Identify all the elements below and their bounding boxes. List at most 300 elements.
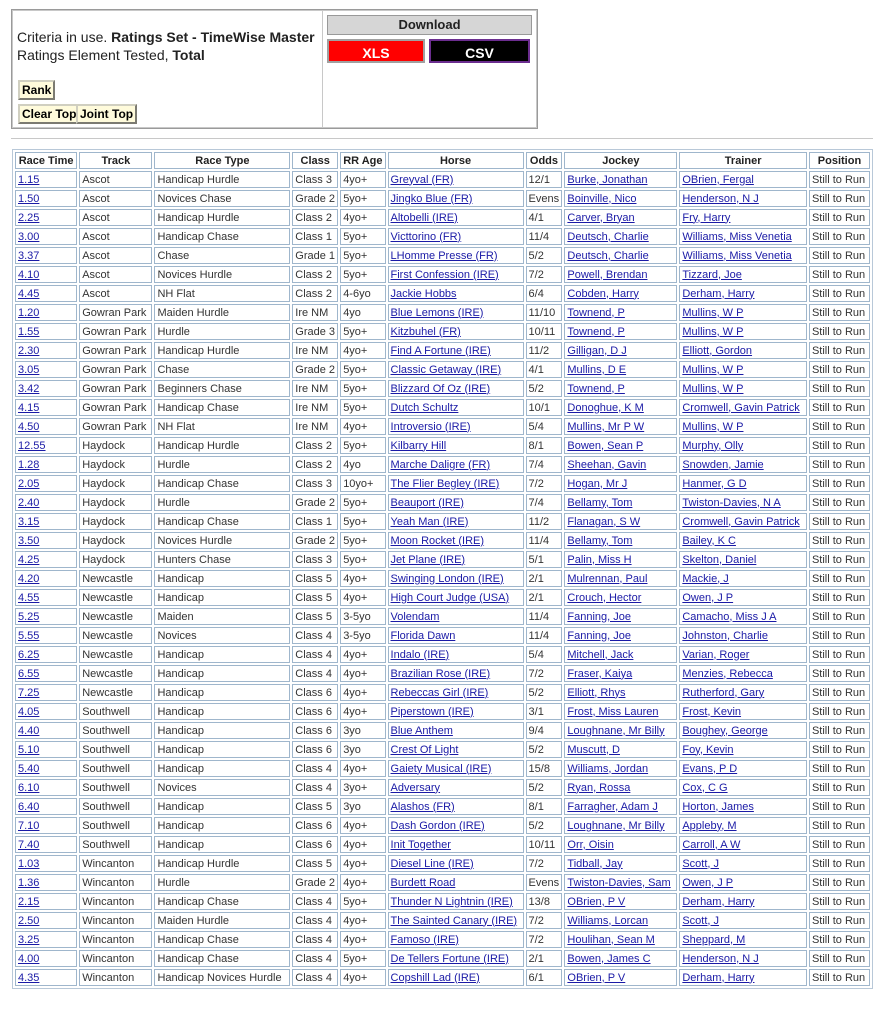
table-cell (388, 684, 524, 701)
class-cell: Ire NM (292, 380, 338, 397)
table-cell (679, 627, 807, 644)
table-row (15, 836, 870, 853)
horse-link[interactable]: Moon Rocket (IRE) (390, 534, 485, 547)
rr-age-cell: 5yo+ (340, 532, 385, 549)
race-type-cell: Beginners Chase (154, 380, 290, 397)
race-time-link[interactable]: 2.40 (18, 496, 40, 509)
horse-link[interactable]: Jet Plane (IRE) (390, 553, 466, 566)
header-race-type[interactable]: Race Type (154, 152, 290, 169)
horse-link[interactable]: Victtorino (FR) (390, 230, 462, 243)
table-cell (15, 855, 77, 872)
jockey-link[interactable]: Sheehan, Gavin (567, 458, 647, 471)
horse-link[interactable]: Burdett Road (390, 876, 456, 889)
table-cell (564, 285, 677, 302)
jockey-link[interactable]: OBrien, P V (567, 895, 626, 908)
jockey-link[interactable]: Fanning, Joe (567, 629, 631, 642)
table-cell (15, 437, 77, 454)
horse-link[interactable]: Swinging London (IRE) (390, 572, 504, 585)
position-cell: Still to Run (809, 741, 870, 758)
race-time-link[interactable]: 4.35 (18, 971, 40, 984)
ratings-element-line (17, 47, 205, 63)
table-cell (679, 399, 807, 416)
race-time-link[interactable]: 2.50 (18, 914, 40, 927)
jockey-link[interactable]: Bellamy, Tom (567, 496, 633, 509)
jockey-link[interactable]: Loughnane, Mr Billy (567, 819, 665, 832)
odds-cell: 11/4 (526, 608, 563, 625)
jockey-link[interactable]: Muscutt, D (567, 743, 620, 756)
download-panel (322, 10, 537, 128)
race-type-cell: Handicap Novices Hurdle (154, 969, 290, 986)
race-time-link[interactable]: 4.05 (18, 705, 40, 718)
rr-age-cell: 4yo+ (340, 684, 385, 701)
race-type-cell: Hurdle (154, 494, 290, 511)
race-time-link[interactable]: 7.40 (18, 838, 40, 851)
table-cell (564, 817, 677, 834)
position-cell: Still to Run (809, 228, 870, 245)
position-cell: Still to Run (809, 190, 870, 207)
table-cell (564, 722, 677, 739)
race-time-link[interactable]: 4.10 (18, 268, 40, 281)
horse-link[interactable]: Crest Of Light (390, 743, 459, 756)
jockey-link[interactable]: Carver, Bryan (567, 211, 635, 224)
race-time-link[interactable]: 1.20 (18, 306, 40, 319)
table-cell (388, 380, 524, 397)
jockey-link[interactable]: Deutsch, Charlie (567, 249, 649, 262)
class-cell: Class 4 (292, 665, 338, 682)
jockey-link[interactable]: Bowen, Sean P (567, 439, 644, 452)
jockey-link[interactable]: Elliott, Rhys (567, 686, 626, 699)
trainer-link[interactable]: Owen, J P (682, 876, 734, 889)
table-cell (679, 722, 807, 739)
criteria-panel (12, 10, 323, 128)
race-time-link[interactable]: 12.55 (18, 439, 46, 452)
jockey-link[interactable]: Cobden, Harry (567, 287, 639, 300)
race-type-cell: Handicap (154, 760, 290, 777)
race-type-cell: Handicap Chase (154, 893, 290, 910)
race-type-cell: Novices Hurdle (154, 266, 290, 283)
header-trainer[interactable]: Trainer (679, 152, 807, 169)
table-row (15, 513, 870, 530)
rr-age-cell: 4yo+ (340, 912, 385, 929)
race-time-link[interactable]: 5.10 (18, 743, 40, 756)
horse-link[interactable]: Rebeccas Girl (IRE) (390, 686, 489, 699)
odds-cell: 9/4 (526, 722, 563, 739)
class-cell: Class 6 (292, 836, 338, 853)
trainer-link[interactable]: Henderson, N J (682, 952, 759, 965)
track-cell: Wincanton (79, 912, 152, 929)
trainer-link[interactable]: Menzies, Rebecca (682, 667, 773, 680)
trainer-link[interactable]: Snowden, Jamie (682, 458, 764, 471)
header-position[interactable]: Position (809, 152, 870, 169)
horse-link[interactable]: Dash Gordon (IRE) (390, 819, 485, 832)
jockey-link[interactable]: Townend, P (567, 325, 625, 338)
table-cell (564, 171, 677, 188)
table-cell (388, 304, 524, 321)
table-row (15, 418, 870, 435)
horse-link[interactable]: First Confession (IRE) (390, 268, 499, 281)
race-time-link[interactable]: 4.50 (18, 420, 40, 433)
jockey-link[interactable]: Houlihan, Sean M (567, 933, 655, 946)
table-cell (388, 912, 524, 929)
jockey-link[interactable]: Mitchell, Jack (567, 648, 634, 661)
race-time-link[interactable]: 1.36 (18, 876, 40, 889)
table-cell (388, 627, 524, 644)
horse-link[interactable]: Kilbarry Hill (390, 439, 447, 452)
horse-link[interactable]: Florida Dawn (390, 629, 456, 642)
table-cell (679, 323, 807, 340)
race-time-link[interactable]: 3.00 (18, 230, 40, 243)
horse-link[interactable]: Volendam (390, 610, 440, 623)
table-cell (679, 874, 807, 891)
table-cell (15, 893, 77, 910)
rr-age-cell: 3-5yo (340, 608, 385, 625)
jockey-link[interactable]: Fraser, Kaiya (567, 667, 633, 680)
race-time-link[interactable]: 4.40 (18, 724, 40, 737)
trainer-link[interactable]: Mullins, W P (682, 363, 744, 376)
horse-link[interactable]: The Sainted Canary (IRE) (390, 914, 518, 927)
position-cell: Still to Run (809, 665, 870, 682)
header-race-time[interactable]: Race Time (15, 152, 77, 169)
table-cell (388, 228, 524, 245)
jockey-link[interactable]: Bowen, James C (567, 952, 651, 965)
horse-link[interactable]: High Court Judge (USA) (390, 591, 510, 604)
jockey-link[interactable]: Burke, Jonathan (567, 173, 648, 186)
horse-link[interactable]: Blue Lemons (IRE) (390, 306, 484, 319)
position-cell: Still to Run (809, 912, 870, 929)
horse-link[interactable]: Diesel Line (IRE) (390, 857, 474, 870)
race-time-link[interactable]: 4.45 (18, 287, 40, 300)
trainer-link[interactable]: Elliott, Gordon (682, 344, 753, 357)
race-time-link[interactable]: 3.05 (18, 363, 40, 376)
trainer-link[interactable]: Rutherford, Gary (682, 686, 765, 699)
table-cell (388, 418, 524, 435)
trainer-link[interactable]: Bailey, K C (682, 534, 736, 547)
race-time-link[interactable]: 7.25 (18, 686, 40, 699)
horse-link[interactable]: Classic Getaway (IRE) (390, 363, 502, 376)
table-cell (15, 171, 77, 188)
download-xls-button[interactable]: XLS (327, 39, 425, 63)
race-time-link[interactable]: 6.10 (18, 781, 40, 794)
divider (11, 138, 873, 139)
horse-link[interactable]: Init Together (390, 838, 451, 851)
position-cell: Still to Run (809, 817, 870, 834)
table-row (15, 532, 870, 549)
table-cell (564, 798, 677, 815)
race-time-link[interactable]: 6.40 (18, 800, 40, 813)
rr-age-cell: 4yo+ (340, 874, 385, 891)
trainer-link[interactable]: Derham, Harry (682, 287, 755, 300)
class-cell: Class 4 (292, 912, 338, 929)
trainer-link[interactable]: Camacho, Miss J A (682, 610, 777, 623)
horse-link[interactable]: Marche Daligre (FR) (390, 458, 491, 471)
trainer-link[interactable]: Williams, Miss Venetia (682, 249, 792, 262)
race-time-link[interactable]: 2.05 (18, 477, 40, 490)
horse-link[interactable]: Blue Anthem (390, 724, 453, 737)
trainer-link[interactable]: OBrien, Fergal (682, 173, 754, 186)
trainer-link[interactable]: Cox, C G (682, 781, 728, 794)
odds-cell: 3/1 (526, 703, 563, 720)
header-track[interactable]: Track (79, 152, 152, 169)
odds-cell: 11/4 (526, 532, 563, 549)
rank-button[interactable]: Rank (18, 80, 55, 100)
jockey-link[interactable]: Tidball, Jay (567, 857, 623, 870)
jockey-link[interactable]: Powell, Brendan (567, 268, 648, 281)
horse-link[interactable]: De Tellers Fortune (IRE) (390, 952, 509, 965)
jockey-link[interactable]: Gilligan, D J (567, 344, 627, 357)
track-cell: Newcastle (79, 570, 152, 587)
race-time-link[interactable]: 1.28 (18, 458, 40, 471)
race-time-link[interactable]: 4.55 (18, 591, 40, 604)
trainer-link[interactable]: Sheppard, M (682, 933, 746, 946)
trainer-link[interactable]: Derham, Harry (682, 971, 755, 984)
joint-top-button[interactable]: Joint Top (76, 104, 137, 124)
jockey-link[interactable]: Boinville, Nico (567, 192, 637, 205)
table-cell (564, 969, 677, 986)
race-time-link[interactable]: 3.25 (18, 933, 40, 946)
trainer-link[interactable]: Skelton, Daniel (682, 553, 757, 566)
table-cell (388, 608, 524, 625)
jockey-link[interactable]: OBrien, P V (567, 971, 626, 984)
trainer-link[interactable]: Mullins, W P (682, 325, 744, 338)
track-cell: Gowran Park (79, 380, 152, 397)
track-cell: Haydock (79, 456, 152, 473)
horse-link[interactable]: Introversio (IRE) (390, 420, 471, 433)
horse-link[interactable]: Altobelli (IRE) (390, 211, 458, 224)
race-time-link[interactable]: 1.55 (18, 325, 40, 338)
table-cell (679, 779, 807, 796)
race-type-cell: Maiden (154, 608, 290, 625)
trainer-link[interactable]: Williams, Miss Venetia (682, 230, 792, 243)
horse-link[interactable]: Brazilian Rose (IRE) (390, 667, 491, 680)
download-csv-button[interactable]: CSV (429, 39, 530, 63)
race-time-link[interactable]: 6.55 (18, 667, 40, 680)
trainer-link[interactable]: Tizzard, Joe (682, 268, 742, 281)
race-time-link[interactable]: 1.03 (18, 857, 40, 870)
trainer-link[interactable]: Horton, James (682, 800, 754, 813)
trainer-link[interactable]: Mullins, W P (682, 420, 744, 433)
race-time-link[interactable]: 3.15 (18, 515, 40, 528)
class-cell: Class 1 (292, 228, 338, 245)
header-rr-age[interactable]: RR Age (340, 152, 385, 169)
trainer-link[interactable]: Varian, Roger (682, 648, 750, 661)
jockey-link[interactable]: Frost, Miss Lauren (567, 705, 659, 718)
race-time-link[interactable]: 2.30 (18, 344, 40, 357)
trainer-link[interactable]: Owen, J P (682, 591, 734, 604)
trainer-link[interactable]: Murphy, Olly (682, 439, 744, 452)
horse-link[interactable]: Find A Fortune (IRE) (390, 344, 491, 357)
track-cell: Newcastle (79, 608, 152, 625)
trainer-link[interactable]: Mullins, W P (682, 306, 744, 319)
track-cell: Ascot (79, 266, 152, 283)
rr-age-cell: 5yo+ (340, 950, 385, 967)
jockey-link[interactable]: Mullins, D E (567, 363, 627, 376)
horse-link[interactable]: Copshill Lad (IRE) (390, 971, 480, 984)
jockey-link[interactable]: Donoghue, K M (567, 401, 644, 414)
race-time-link[interactable]: 3.37 (18, 249, 40, 262)
table-row (15, 627, 870, 644)
table-cell (679, 684, 807, 701)
trainer-link[interactable]: Appleby, M (682, 819, 737, 832)
header-class[interactable]: Class (292, 152, 338, 169)
rr-age-cell: 4yo+ (340, 646, 385, 663)
horse-link[interactable]: Jingko Blue (FR) (390, 192, 473, 205)
race-time-link[interactable]: 4.00 (18, 952, 40, 965)
horse-link[interactable]: Gaiety Musical (IRE) (390, 762, 492, 775)
jockey-link[interactable]: Farragher, Adam J (567, 800, 658, 813)
table-cell (15, 741, 77, 758)
jockey-link[interactable]: Hogan, Mr J (567, 477, 628, 490)
rr-age-cell: 5yo+ (340, 323, 385, 340)
race-time-link[interactable]: 2.25 (18, 211, 40, 224)
trainer-link[interactable]: Hanmer, G D (682, 477, 747, 490)
jockey-link[interactable]: Orr, Oisin (567, 838, 614, 851)
table-cell (564, 570, 677, 587)
horse-link[interactable]: Greyval (FR) (390, 173, 454, 186)
race-time-link[interactable]: 4.15 (18, 401, 40, 414)
trainer-link[interactable]: Cromwell, Gavin Patrick (682, 401, 800, 414)
table-cell (564, 551, 677, 568)
trainer-link[interactable]: Derham, Harry (682, 895, 755, 908)
table-row (15, 456, 870, 473)
header-jockey[interactable]: Jockey (564, 152, 677, 169)
race-time-link[interactable]: 1.50 (18, 192, 40, 205)
race-time-link[interactable]: 4.25 (18, 553, 40, 566)
rr-age-cell: 4yo+ (340, 570, 385, 587)
race-time-link[interactable]: 1.15 (18, 173, 40, 186)
header-horse[interactable]: Horse (388, 152, 524, 169)
jockey-link[interactable]: Twiston-Davies, Sam (567, 876, 671, 889)
class-cell: Class 4 (292, 893, 338, 910)
table-cell (388, 323, 524, 340)
horse-link[interactable]: LHomme Presse (FR) (390, 249, 498, 262)
race-type-cell: Handicap (154, 741, 290, 758)
class-cell: Class 5 (292, 798, 338, 815)
trainer-link[interactable]: Cromwell, Gavin Patrick (682, 515, 800, 528)
class-cell: Grade 2 (292, 361, 338, 378)
trainer-link[interactable]: Evans, P D (682, 762, 738, 775)
race-time-link[interactable]: 5.40 (18, 762, 40, 775)
horse-link[interactable]: Famoso (IRE) (390, 933, 459, 946)
table-cell (564, 209, 677, 226)
table-cell (388, 475, 524, 492)
race-time-link[interactable]: 5.25 (18, 610, 40, 623)
horse-link[interactable]: Thunder N Lightnin (IRE) (390, 895, 513, 908)
jockey-link[interactable]: Bellamy, Tom (567, 534, 633, 547)
odds-cell: 11/2 (526, 513, 563, 530)
trainer-link[interactable]: Frost, Kevin (682, 705, 742, 718)
table-row (15, 171, 870, 188)
table-cell (564, 323, 677, 340)
trainer-link[interactable]: Mullins, W P (682, 382, 744, 395)
race-type-cell: Maiden Hurdle (154, 912, 290, 929)
table-cell (564, 456, 677, 473)
jockey-link[interactable]: Ryan, Rossa (567, 781, 631, 794)
table-cell (15, 684, 77, 701)
track-cell: Wincanton (79, 893, 152, 910)
horse-link[interactable]: Piperstown (IRE) (390, 705, 474, 718)
horse-link[interactable]: Jackie Hobbs (390, 287, 457, 300)
race-time-link[interactable]: 2.15 (18, 895, 40, 908)
jockey-link[interactable]: Mullins, Mr P W (567, 420, 645, 433)
trainer-link[interactable]: Scott, J (682, 914, 720, 927)
race-time-link[interactable]: 7.10 (18, 819, 40, 832)
table-cell (15, 608, 77, 625)
track-cell: Ascot (79, 228, 152, 245)
jockey-link[interactable]: Fanning, Joe (567, 610, 631, 623)
horse-link[interactable]: Dutch Schultz (390, 401, 459, 414)
jockey-link[interactable]: Crouch, Hector (567, 591, 642, 604)
table-row (15, 969, 870, 986)
position-cell: Still to Run (809, 494, 870, 511)
trainer-link[interactable]: Twiston-Davies, N A (682, 496, 781, 509)
table-row (15, 741, 870, 758)
horse-link[interactable]: Adversary (390, 781, 441, 794)
race-time-link[interactable]: 4.20 (18, 572, 40, 585)
jockey-link[interactable]: Townend, P (567, 382, 625, 395)
table-cell (564, 589, 677, 606)
horse-link[interactable]: Indalo (IRE) (390, 648, 450, 661)
jockey-link[interactable]: Williams, Jordan (567, 762, 649, 775)
horse-link[interactable]: Beauport (IRE) (390, 496, 464, 509)
jockey-link[interactable]: Williams, Lorcan (567, 914, 649, 927)
horse-link[interactable]: Kitzbuhel (FR) (390, 325, 461, 338)
horse-link[interactable]: Yeah Man (IRE) (390, 515, 469, 528)
clear-top-button[interactable]: Clear Top (18, 104, 80, 124)
table-cell (679, 912, 807, 929)
jockey-link[interactable]: Palin, Miss H (567, 553, 632, 566)
jockey-link[interactable]: Townend, P (567, 306, 625, 319)
table-cell (388, 171, 524, 188)
horse-link[interactable]: The Flier Begley (IRE) (390, 477, 500, 490)
table-row (15, 646, 870, 663)
horse-link[interactable]: Blizzard Of Oz (IRE) (390, 382, 491, 395)
trainer-link[interactable]: Carroll, A W (682, 838, 741, 851)
trainer-link[interactable]: Henderson, N J (682, 192, 759, 205)
table-cell (15, 874, 77, 891)
race-type-cell: Handicap Chase (154, 475, 290, 492)
position-cell: Still to Run (809, 684, 870, 701)
jockey-link[interactable]: Loughnane, Mr Billy (567, 724, 665, 737)
table-cell (388, 817, 524, 834)
class-cell: Class 6 (292, 722, 338, 739)
race-type-cell: Maiden Hurdle (154, 304, 290, 321)
table-cell (679, 285, 807, 302)
trainer-link[interactable]: Foy, Kevin (682, 743, 734, 756)
trainer-link[interactable]: Boughey, George (682, 724, 768, 737)
trainer-link[interactable]: Fry, Harry (682, 211, 731, 224)
table-cell (679, 855, 807, 872)
position-cell: Still to Run (809, 342, 870, 359)
race-time-link[interactable]: 6.25 (18, 648, 40, 661)
position-cell: Still to Run (809, 931, 870, 948)
race-time-link[interactable]: 3.42 (18, 382, 40, 395)
trainer-link[interactable]: Scott, J (682, 857, 720, 870)
race-type-cell: Handicap Chase (154, 399, 290, 416)
header-odds[interactable]: Odds (526, 152, 563, 169)
race-time-link[interactable]: 3.50 (18, 534, 40, 547)
jockey-link[interactable]: Deutsch, Charlie (567, 230, 649, 243)
odds-cell: 2/1 (526, 950, 563, 967)
trainer-link[interactable]: Johnston, Charlie (682, 629, 768, 642)
trainer-link[interactable]: Mackie, J (682, 572, 729, 585)
race-type-cell: Chase (154, 247, 290, 264)
race-time-link[interactable]: 5.55 (18, 629, 40, 642)
jockey-link[interactable]: Flanagan, S W (567, 515, 641, 528)
horse-link[interactable]: Alashos (FR) (390, 800, 455, 813)
class-cell: Grade 2 (292, 494, 338, 511)
jockey-link[interactable]: Mulrennan, Paul (567, 572, 648, 585)
table-row (15, 475, 870, 492)
